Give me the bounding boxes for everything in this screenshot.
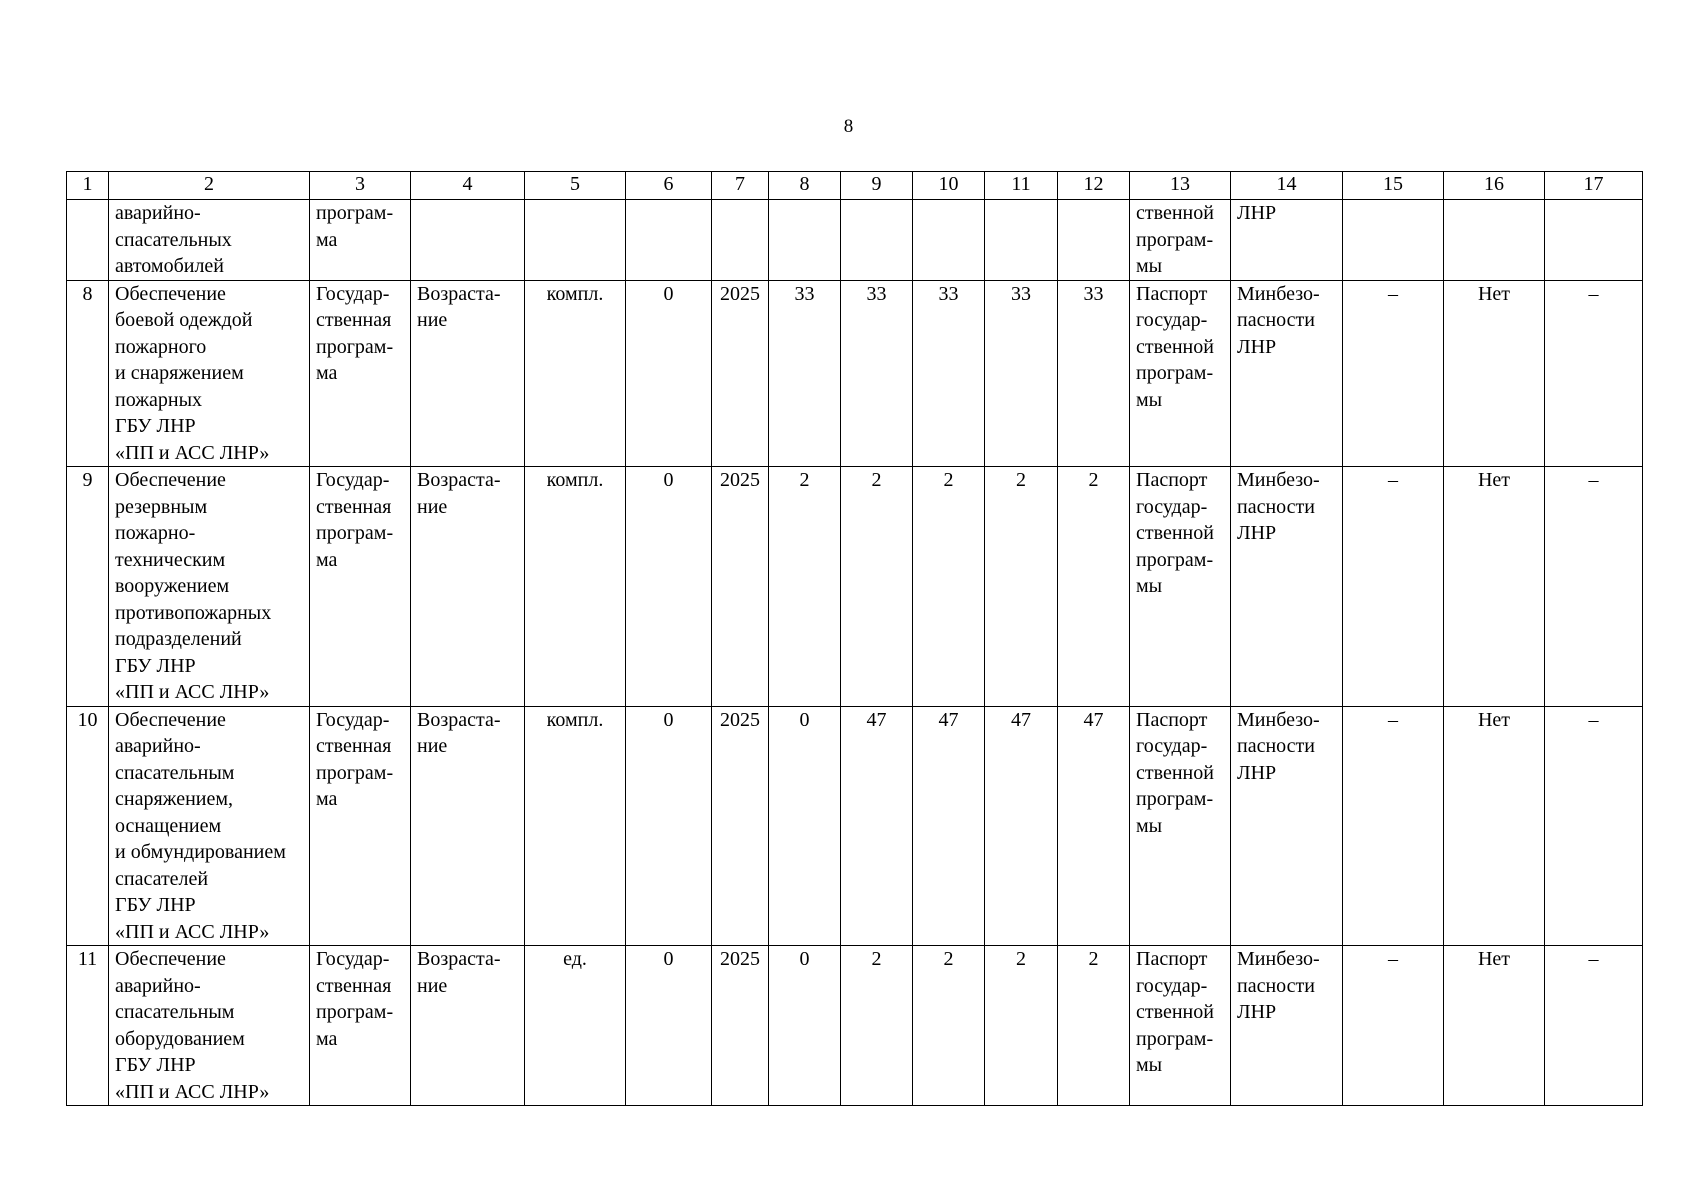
cell-text: 2025: [720, 708, 760, 731]
cell-text: компл.: [546, 469, 604, 491]
column-header: 6: [626, 172, 712, 200]
cell-text: 2: [871, 948, 882, 970]
table-row: [67, 467, 1643, 707]
cell-base-value: [626, 706, 712, 946]
cell-text: програм- ма: [316, 202, 394, 251]
column-header: 9: [841, 172, 913, 200]
cell-number: [67, 280, 109, 467]
cell-text: Обеспечение аварийно- спасательным снаряжением, оснащением и обмундированием спасателей ГБУ ЛНР «ПП и АСС ЛНР»: [115, 708, 286, 943]
cell-base-value: [626, 467, 712, 707]
cell-text: 0: [663, 708, 674, 731]
cell-source-type: [310, 467, 411, 707]
cell-text: 2: [799, 469, 810, 491]
cell-text: Возраста- ние: [417, 708, 501, 757]
cell-text: Государ- ственная програм- ма: [316, 708, 394, 810]
column-header: 8: [769, 172, 841, 200]
cell-text: –: [1388, 282, 1398, 305]
cell-value-col9: [841, 200, 913, 281]
cell-value-col12: [1058, 706, 1130, 946]
cell-unit: [525, 706, 626, 946]
cell-value-col9: [841, 467, 913, 707]
cell-text: 47: [1011, 708, 1031, 731]
cell-text: ЛНР: [1237, 202, 1277, 224]
cell-text: –: [1588, 708, 1599, 731]
cell-value-col8: [769, 706, 841, 946]
column-header: 1: [67, 172, 109, 200]
column-header: 13: [1130, 172, 1231, 200]
cell-value-col8: [769, 467, 841, 707]
cell-text: –: [1388, 469, 1398, 491]
cell-col16: [1444, 467, 1545, 707]
cell-text: 8: [82, 282, 93, 305]
cell-source-type: [310, 706, 411, 946]
table-row: [67, 200, 1643, 281]
cell-text: ед.: [563, 948, 587, 970]
cell-responsible: [1231, 200, 1343, 281]
column-header: 3: [310, 172, 411, 200]
table-row: [67, 946, 1643, 1106]
cell-text: 47: [1083, 708, 1104, 731]
cell-text: 2: [1016, 948, 1026, 970]
cell-indicator-name: [109, 467, 310, 707]
cell-base-year: [712, 706, 769, 946]
cell-text: 2: [943, 948, 954, 970]
cell-trend: [411, 200, 525, 281]
cell-text: 2025: [720, 282, 760, 305]
cell-text: Паспорт государ- ственной програм- мы: [1136, 469, 1214, 597]
cell-col17: [1545, 280, 1643, 467]
cell-document: [1130, 706, 1231, 946]
cell-number: [67, 706, 109, 946]
cell-text: Минбезо- пасности ЛНР: [1237, 282, 1320, 358]
cell-col15: [1343, 706, 1444, 946]
cell-value-col9: [841, 946, 913, 1106]
cell-text: Минбезо- пасности ЛНР: [1237, 469, 1320, 544]
cell-value-col8: [769, 946, 841, 1106]
cell-value-col10: [913, 467, 985, 707]
cell-responsible: [1231, 706, 1343, 946]
cell-number: [67, 200, 109, 281]
cell-text: 2: [1088, 948, 1099, 970]
cell-trend: [411, 946, 525, 1106]
cell-text: 2: [1088, 469, 1099, 491]
cell-text: 47: [866, 708, 887, 731]
cell-value-col9: [841, 706, 913, 946]
cell-source-type: [310, 946, 411, 1106]
cell-responsible: [1231, 946, 1343, 1106]
cell-base-value: [626, 946, 712, 1106]
cell-value-col11: [985, 280, 1058, 467]
column-header: 14: [1231, 172, 1343, 200]
table-row: [67, 706, 1643, 946]
cell-text: Государ- ственная програм- ма: [316, 282, 394, 384]
cell-value-col9: [841, 280, 913, 467]
cell-value-col11: [985, 946, 1058, 1106]
cell-text: компл.: [546, 708, 604, 731]
cell-text: 11: [77, 948, 98, 970]
header-row: [67, 172, 1643, 200]
cell-text: –: [1588, 282, 1599, 305]
cell-text: 33: [938, 282, 959, 305]
cell-text: Паспорт государ- ственной програм- мы: [1136, 948, 1214, 1076]
cell-col17: [1545, 467, 1643, 707]
cell-text: 33: [866, 282, 887, 305]
column-header: 17: [1545, 172, 1643, 200]
cell-indicator-name: [109, 200, 310, 281]
cell-text: ственной програм- мы: [1136, 202, 1214, 277]
cell-indicator-name: [109, 706, 310, 946]
cell-value-col11: [985, 200, 1058, 281]
cell-text: аварийно- спасательных автомобилей: [115, 202, 232, 277]
cell-text: Паспорт государ- ственной програм- мы: [1136, 282, 1214, 411]
cell-number: [67, 467, 109, 707]
cell-text: Паспорт государ- ственной програм- мы: [1136, 708, 1214, 837]
cell-text: 0: [663, 469, 674, 491]
cell-col15: [1343, 467, 1444, 707]
cell-unit: [525, 467, 626, 707]
cell-text: –: [1388, 708, 1398, 731]
cell-value-col10: [913, 200, 985, 281]
cell-text: Возраста- ние: [417, 948, 501, 997]
cell-responsible: [1231, 280, 1343, 467]
cell-trend: [411, 280, 525, 467]
cell-col16: [1444, 200, 1545, 281]
column-header: 11: [985, 172, 1058, 200]
cell-trend: [411, 706, 525, 946]
cell-text: 0: [799, 708, 810, 731]
cell-text: 2025: [720, 469, 760, 491]
cell-col16: [1444, 946, 1545, 1106]
cell-base-year: [712, 467, 769, 707]
cell-base-year: [712, 946, 769, 1106]
cell-text: 2: [943, 469, 954, 491]
cell-text: 0: [799, 948, 810, 970]
cell-document: [1130, 467, 1231, 707]
cell-text: –: [1388, 948, 1398, 970]
cell-text: –: [1588, 469, 1599, 491]
table-row: [67, 280, 1643, 467]
cell-text: Возраста- ние: [417, 282, 501, 331]
cell-text: Обеспечение аварийно- спасательным оборудованием ГБУ ЛНР «ПП и АСС ЛНР»: [115, 948, 270, 1103]
cell-col17: [1545, 706, 1643, 946]
page-number: 8: [843, 116, 854, 137]
cell-text: Минбезо- пасности ЛНР: [1237, 708, 1320, 784]
cell-text: Нет: [1477, 948, 1511, 970]
cell-value-col8: [769, 280, 841, 467]
cell-text: Возраста- ние: [417, 469, 501, 518]
cell-value-col12: [1058, 467, 1130, 707]
cell-text: компл.: [546, 282, 604, 305]
cell-col17: [1545, 946, 1643, 1106]
cell-document: [1130, 200, 1231, 281]
cell-value-col10: [913, 280, 985, 467]
cell-text: 33: [1011, 282, 1031, 305]
cell-value-col12: [1058, 280, 1130, 467]
cell-col15: [1343, 946, 1444, 1106]
cell-indicator-name: [109, 946, 310, 1106]
cell-col16: [1444, 706, 1545, 946]
column-header: 16: [1444, 172, 1545, 200]
cell-document: [1130, 280, 1231, 467]
cell-text: Нет: [1477, 469, 1511, 491]
cell-number: [67, 946, 109, 1106]
cell-text: 2: [871, 469, 882, 491]
column-header: 10: [913, 172, 985, 200]
column-header: 4: [411, 172, 525, 200]
cell-col17: [1545, 200, 1643, 281]
cell-text: 2025: [720, 948, 760, 970]
cell-value-col10: [913, 946, 985, 1106]
cell-trend: [411, 467, 525, 707]
column-header: 15: [1343, 172, 1444, 200]
cell-value-col10: [913, 706, 985, 946]
cell-text: Государ- ственная програм- ма: [316, 469, 394, 571]
column-header: 2: [109, 172, 310, 200]
cell-col15: [1343, 280, 1444, 467]
cell-text: 33: [1083, 282, 1104, 305]
cell-base-year: [712, 200, 769, 281]
cell-text: Нет: [1477, 282, 1511, 305]
cell-value-col12: [1058, 946, 1130, 1106]
cell-text: Государ- ственная програм- ма: [316, 948, 394, 1050]
cell-text: 0: [663, 948, 674, 970]
cell-base-year: [712, 280, 769, 467]
cell-text: Минбезо- пасности ЛНР: [1237, 948, 1320, 1023]
cell-unit: [525, 200, 626, 281]
cell-text: 33: [794, 282, 815, 305]
cell-text: 0: [663, 282, 674, 305]
cell-text: 10: [77, 708, 98, 731]
cell-text: –: [1588, 948, 1599, 970]
column-header: 7: [712, 172, 769, 200]
cell-indicator-name: [109, 280, 310, 467]
cell-text: Обеспечение боевой одеждой пожарного и снаряжением пожарных ГБУ ЛНР «ПП и АСС ЛНР»: [115, 282, 270, 464]
cell-unit: [525, 280, 626, 467]
cell-text: Обеспечение резервным пожарно- техническим вооружением противопожарных подразделений ГБУ ЛНР «ПП и АСС ЛНР»: [115, 469, 272, 703]
cell-text: 2: [1016, 469, 1026, 491]
cell-col16: [1444, 280, 1545, 467]
cell-value-col12: [1058, 200, 1130, 281]
indicators-table: [66, 171, 1643, 1106]
cell-col15: [1343, 200, 1444, 281]
column-header: 12: [1058, 172, 1130, 200]
cell-document: [1130, 946, 1231, 1106]
cell-source-type: [310, 200, 411, 281]
cell-text: 9: [82, 469, 93, 491]
cell-base-value: [626, 280, 712, 467]
cell-text: Нет: [1477, 708, 1511, 731]
cell-responsible: [1231, 467, 1343, 707]
cell-text: 47: [938, 708, 959, 731]
cell-base-value: [626, 200, 712, 281]
cell-source-type: [310, 280, 411, 467]
column-header: 5: [525, 172, 626, 200]
cell-unit: [525, 946, 626, 1106]
cell-value-col8: [769, 200, 841, 281]
cell-value-col11: [985, 467, 1058, 707]
cell-value-col11: [985, 706, 1058, 946]
